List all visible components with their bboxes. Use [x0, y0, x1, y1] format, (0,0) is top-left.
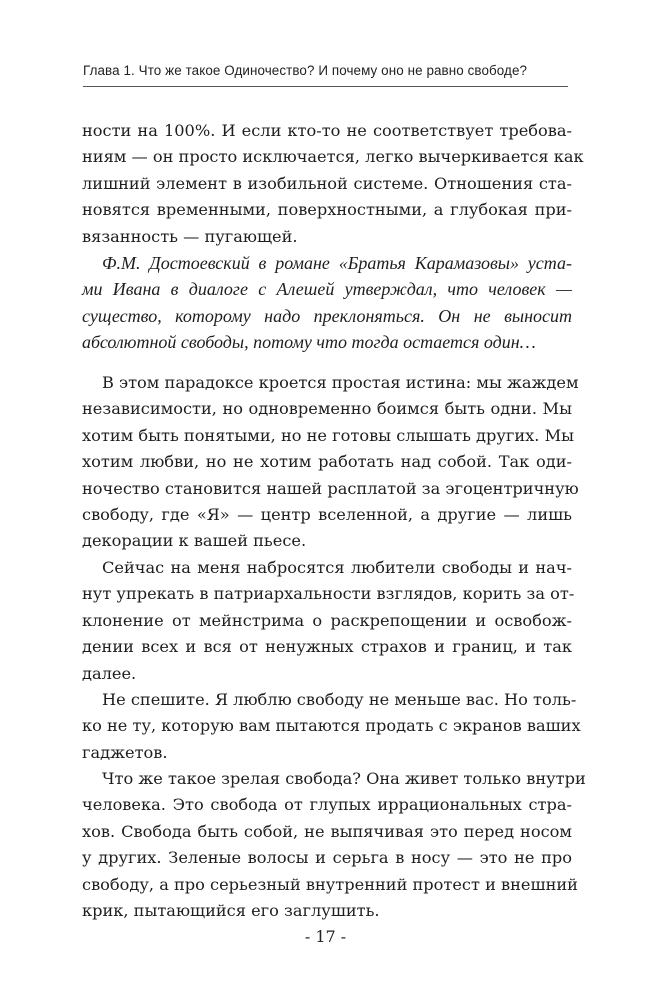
- paragraph-continuation: [82, 118, 584, 250]
- paragraph: [82, 555, 575, 687]
- text-line: нут упрекать в патриархальности взглядов, корить за от-: [82, 584, 575, 604]
- text-line: ности на 100%. И если кто-то не соответствует требова-: [82, 121, 572, 140]
- header-rule: [83, 86, 568, 87]
- text-line: хотим любви, но не хотим работать над собой. Так оди-: [82, 452, 572, 472]
- text-line: клонение от мейнстрима о раскрепощении и освобож-: [82, 610, 572, 630]
- text-line: свободу, а про серьезный внутренний протест и внешний: [82, 874, 578, 894]
- text-line: ниям — он просто исключается, легко вычеркивается как: [82, 147, 584, 167]
- text-line: ко не ту, которую вам пытаются продать с экранов ваших: [82, 716, 581, 736]
- text-line: существо, которому надо преклоняться. Он не выносит: [82, 305, 572, 326]
- text-line: человека. Это свобода от глупых иррациональных стра-: [82, 795, 572, 815]
- text-line: дении всех и вся от ненужных страхов и границ, и так: [82, 637, 572, 657]
- quote-paragraph: [82, 250, 572, 356]
- paragraph: [82, 766, 586, 924]
- text-line: независимости, но одновременно боимся быть одни. Мы: [82, 399, 572, 419]
- text-line: декорации к вашей пьесе.: [82, 531, 307, 551]
- text-line: В этом парадоксе кроется простая истина: мы жаждем: [102, 373, 579, 392]
- paragraph: [82, 687, 581, 766]
- text-line: гаджетов.: [82, 742, 168, 762]
- text-line: ми Ивана в диалоге с Алешей утверждал, что человек —: [82, 279, 572, 300]
- text-line: хов. Свобода быть собой, не выпячивая это перед носом: [82, 821, 572, 841]
- text-line: новятся временными, поверхностными, а глубокая при-: [82, 200, 572, 220]
- text-line: хотим быть понятыми, но не готовы слышать других. Мы: [82, 425, 575, 445]
- text-line: у других. Зеленые волосы и серьга в носу — это не про: [82, 848, 572, 868]
- paragraph: [82, 370, 579, 555]
- text-line: абсолютной свободы, потому что тогда остается один…: [82, 332, 536, 353]
- page-number: - 17 -: [304, 927, 347, 946]
- text-line: Сейчас на меня набросятся любители свободы и нач-: [102, 558, 572, 577]
- text-line: Ф.М. Достоевский в романе «Братья Карамазовы» уста-: [102, 253, 572, 273]
- text-line: свободу, где «Я» — центр вселенной, а другие — лишь: [82, 504, 572, 524]
- text-line: крик, пытающийся его заглушить.: [82, 900, 380, 920]
- text-line: вязанность — пугающей.: [82, 226, 298, 246]
- text-line: далее.: [82, 663, 137, 683]
- text-line: Что же такое зрелая свобода? Она живет только внутри: [102, 769, 586, 788]
- text-line: ночество становится нашей расплатой за эгоцентричную: [82, 478, 579, 498]
- running-header: Глава 1. Что же такое Одиночество? И почему оно не равно свободе?: [83, 63, 528, 78]
- text-line: Не спешите. Я люблю свободу не меньше вас. Но толь-: [102, 690, 577, 709]
- text-line: лишний элемент в изобильной системе. Отношения ста-: [82, 173, 572, 193]
